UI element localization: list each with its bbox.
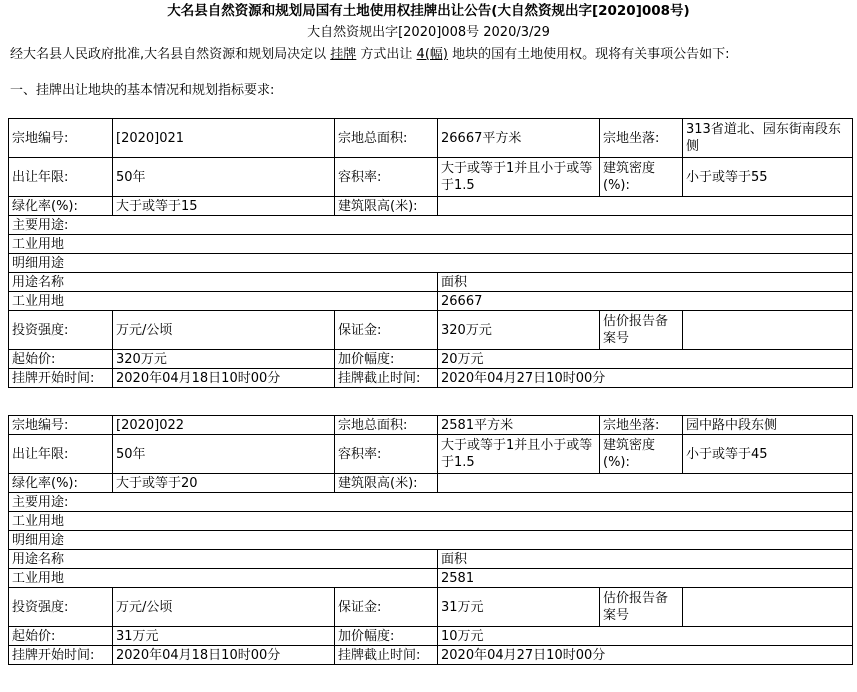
table-row [9,158,853,197]
investment-label: 投资强度: [9,588,113,627]
main-use-label: 主要用途: [9,493,853,512]
total-area-label: 宗地总面积: [335,119,438,158]
term-label: 出让年限: [9,158,113,197]
term-value: 50年 [113,158,335,197]
table-row [9,369,853,388]
use-name-value: 工业用地 [9,569,438,588]
density-value: 小于或等于45 [683,435,853,474]
table-row [9,292,853,311]
main-use-value: 工业用地 [9,512,853,531]
main-use-value: 工业用地 [9,235,853,254]
term-value: 50年 [113,435,335,474]
deposit-label: 保证金: [335,311,438,350]
parcel-no-value: [2020]021 [113,119,335,158]
area-label: 面积 [438,273,853,292]
deposit-value: 31万元 [438,588,600,627]
increment-label: 加价幅度: [335,627,438,646]
start-price-value: 31万元 [113,627,335,646]
appraisal-value [683,588,853,627]
table-row [9,119,853,158]
table-row [9,531,853,550]
increment-value: 10万元 [438,627,853,646]
table-row [9,627,853,646]
location-label: 宗地坐落: [600,119,683,158]
height-label: 建筑限高(米): [335,197,438,216]
total-area-value: 26667平方米 [438,119,600,158]
density-label: 建筑密度(%): [600,158,683,197]
intro-text-post: 地块的国有土地使用权。现将有关事项公告如下: [447,47,730,62]
deposit-value: 320万元 [438,311,600,350]
table-row [9,273,853,292]
area-label: 面积 [438,550,853,569]
table-row [9,646,853,665]
investment-value: 万元/公顷 [113,588,335,627]
intro-text-pre: 经大名县人民政府批准,大名县自然资源和规划局决定以 [10,47,331,62]
table-row [9,569,853,588]
green-label: 绿化率(%): [9,197,113,216]
table-row [9,435,853,474]
location-value: 313省道北、园东街南段东侧 [683,119,853,158]
area-value: 2581 [438,569,853,588]
height-value [438,474,853,493]
use-name-label: 用途名称 [9,273,438,292]
investment-value: 万元/公顷 [113,311,335,350]
use-name-label: 用途名称 [9,550,438,569]
table-row [9,416,853,435]
location-label: 宗地坐落: [600,416,683,435]
page-title: 大名县自然资源和规划局国有土地使用权挂牌出让公告(大自然资规出字[2020]008号) [167,3,690,19]
intro-method: 挂牌 [330,47,357,62]
table-row [9,350,853,369]
list-start-label: 挂牌开始时间: [9,646,113,665]
table-row [9,254,853,273]
appraisal-label: 估价报告备案号 [600,588,683,627]
list-end-value: 2020年04月27日10时00分 [438,369,853,388]
parcel-table [8,118,853,388]
total-area-label: 宗地总面积: [335,416,438,435]
detail-use-label: 明细用途 [9,531,853,550]
far-label: 容积率: [335,435,438,474]
detail-use-label: 明细用途 [9,254,853,273]
start-price-label: 起始价: [9,627,113,646]
list-start-value: 2020年04月18日10时00分 [113,369,335,388]
parcel-table [8,415,853,665]
term-label: 出让年限: [9,435,113,474]
table-row [9,235,853,254]
far-label: 容积率: [335,158,438,197]
green-value: 大于或等于20 [113,474,335,493]
table-row [9,493,853,512]
parcel-no-label: 宗地编号: [9,119,113,158]
intro-paragraph [10,46,855,64]
total-area-value: 2581平方米 [438,416,600,435]
intro-text-mid: 方式出让 [356,47,417,62]
parcel-no-value: [2020]022 [113,416,335,435]
appraisal-value [683,311,853,350]
green-label: 绿化率(%): [9,474,113,493]
density-value: 小于或等于55 [683,158,853,197]
parcel-no-label: 宗地编号: [9,416,113,435]
location-value: 园中路中段东侧 [683,416,853,435]
intro-count: 4(幅) [416,47,448,62]
table-row [9,216,853,235]
start-price-label: 起始价: [9,350,113,369]
section-heading: 一、挂牌出让地块的基本情况和规划指标要求: [10,83,275,98]
main-use-label: 主要用途: [9,216,853,235]
list-end-label: 挂牌截止时间: [335,646,438,665]
list-end-label: 挂牌截止时间: [335,369,438,388]
table-row [9,474,853,493]
list-start-value: 2020年04月18日10时00分 [113,646,335,665]
appraisal-label: 估价报告备案号 [600,311,683,350]
table-row [9,512,853,531]
increment-label: 加价幅度: [335,350,438,369]
far-value: 大于或等于1并且小于或等于1.5 [438,158,600,197]
density-label: 建筑密度(%): [600,435,683,474]
far-value: 大于或等于1并且小于或等于1.5 [438,435,600,474]
increment-value: 20万元 [438,350,853,369]
list-start-label: 挂牌开始时间: [9,369,113,388]
table-row [9,588,853,627]
height-value [438,197,853,216]
investment-label: 投资强度: [9,311,113,350]
use-name-value: 工业用地 [9,292,438,311]
height-label: 建筑限高(米): [335,474,438,493]
area-value: 26667 [438,292,853,311]
green-value: 大于或等于15 [113,197,335,216]
list-end-value: 2020年04月27日10时00分 [438,646,853,665]
deposit-label: 保证金: [335,588,438,627]
table-row [9,311,853,350]
table-row [9,197,853,216]
document-number-date: 大自然资规出字[2020]008号 2020/3/29 [307,25,550,40]
start-price-value: 320万元 [113,350,335,369]
table-row [9,550,853,569]
